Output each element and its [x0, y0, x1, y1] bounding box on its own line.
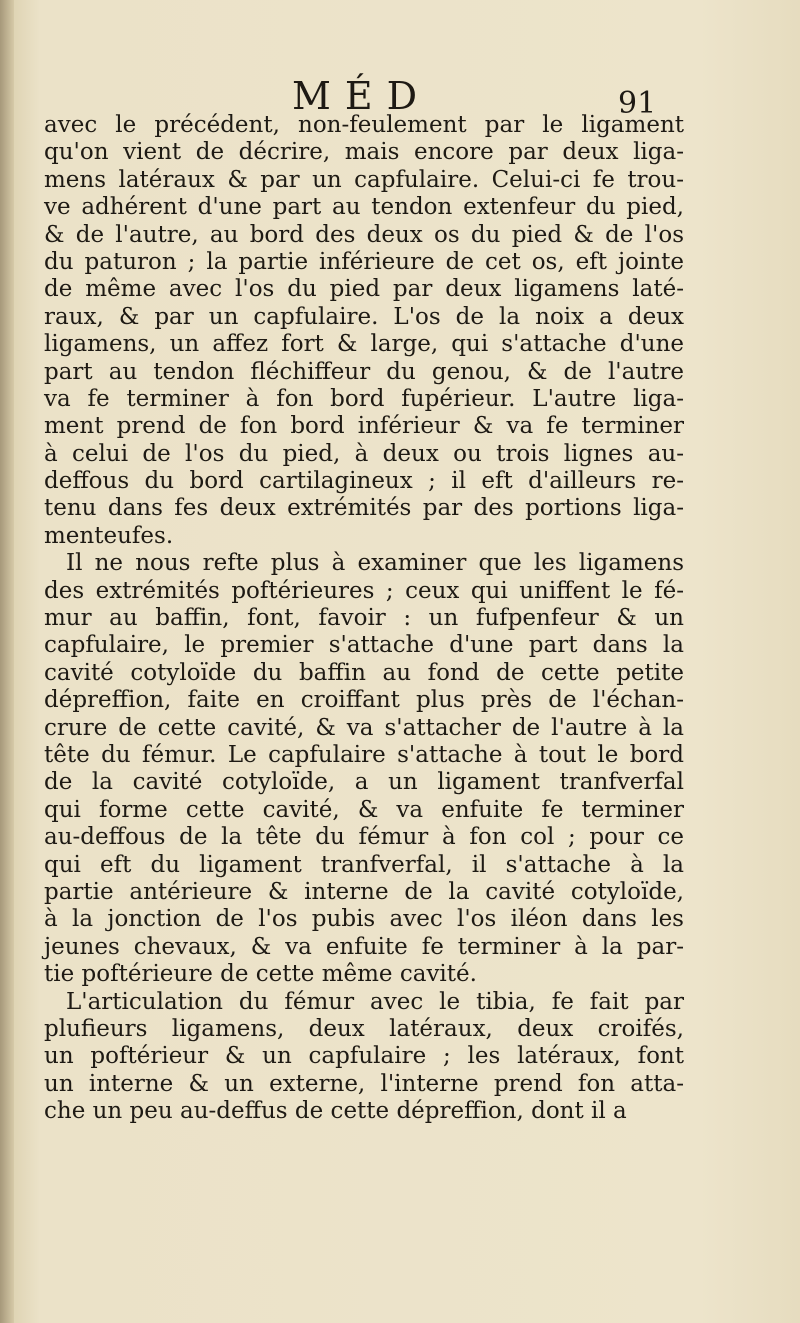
text-line: ment prend de fon bord inférieur & va fe terminer	[44, 413, 684, 440]
text-line: ve adhérent d'une part au tendon extenfeur du pied,	[44, 194, 684, 221]
text-line: raux, & par un capfulaire. L'os de la noix a deux	[44, 303, 684, 330]
text-line: plufieurs ligamens, deux latéraux, deux croifés,	[44, 1015, 684, 1042]
running-head: MÉD	[292, 74, 432, 118]
text-line: tête du fémur. Le capfulaire s'attache à tout le bord	[44, 741, 684, 768]
text-line: un interne & un externe, l'interne prend fon atta-	[44, 1070, 684, 1097]
text-line: capfulaire, le premier s'attache d'une part dans la	[44, 632, 684, 659]
text-line: qui forme cette cavité, & va enfuite fe terminer	[44, 796, 684, 823]
text-line: va fe terminer à fon bord fupérieur. L'autre liga-	[44, 385, 684, 412]
text-line: deffous du bord cartilagineux ; il eft d'ailleurs re-	[44, 468, 684, 495]
text-line: qui eft du ligament tranfverfal, il s'attache à la	[44, 851, 684, 878]
text-line: du paturon ; la partie inférieure de cet os, eft jointe	[44, 248, 684, 275]
text-line: Il ne nous refte plus à examiner que les ligamens	[66, 550, 684, 577]
text-line: mur au baffin, font, favoir : un fufpenfeur & un	[44, 605, 684, 632]
text-line: jeunes chevaux, & va enfuite fe terminer à la par-	[44, 933, 684, 960]
text-line: & de l'autre, au bord des deux os du pied & de l'os	[44, 221, 684, 248]
text-line: avec le précédent, non-feulement par le ligament	[44, 112, 684, 138]
text-line: partie antérieure & interne de la cavité cotyloïde,	[44, 878, 684, 905]
text-line: cavité cotyloïde du baffin au fond de cette petite	[44, 659, 684, 686]
text-line: dépreffion, faite en croiffant plus près de l'échan-	[44, 687, 684, 714]
text-line: tenu dans fes deux extrémités par des portions liga-	[44, 495, 684, 522]
text-line: à la jonction de l'os pubis avec l'os iléon dans les	[44, 906, 684, 933]
text-line: de même avec l'os du pied par deux ligamens laté-	[44, 276, 684, 303]
paragraph	[44, 989, 684, 1126]
body-text	[44, 112, 684, 1125]
text-line: ligamens, un affez fort & large, qui s'attache d'une	[44, 331, 684, 358]
text-line: au-deffous de la tête du fémur à fon col ; pour ce	[44, 824, 684, 851]
text-line: mens latéraux & par un capfulaire. Celui-ci fe trou-	[44, 166, 684, 193]
page-number: 91	[618, 86, 657, 121]
text-line: de la cavité cotyloïde, a un ligament tranfverfal	[44, 769, 684, 796]
text-line: menteufes.	[44, 522, 174, 549]
text-line: crure de cette cavité, & va s'attacher de l'autre à la	[44, 714, 684, 741]
text-line: part au tendon fléchiffeur du genou, & de l'autre	[44, 358, 684, 385]
text-line: un poftérieur & un capfulaire ; les latéraux, font	[44, 1043, 684, 1070]
text-line: qu'on vient de décrire, mais encore par deux liga-	[44, 139, 684, 166]
text-line: tie poftérieure de cette même cavité.	[44, 961, 477, 988]
text-line: L'articulation du fémur avec le tibia, fe fait par	[66, 988, 684, 1015]
text-line: des extrémités poftérieures ; ceux qui uniffent le fé-	[44, 577, 684, 604]
paragraph	[44, 112, 684, 550]
text-line: che un peu au-deffus de cette dépreffion, dont il a	[44, 1098, 627, 1125]
binding-edge	[0, 0, 14, 1323]
paragraph	[44, 550, 684, 988]
text-line: à celui de l'os du pied, à deux ou trois lignes au-	[44, 440, 684, 467]
